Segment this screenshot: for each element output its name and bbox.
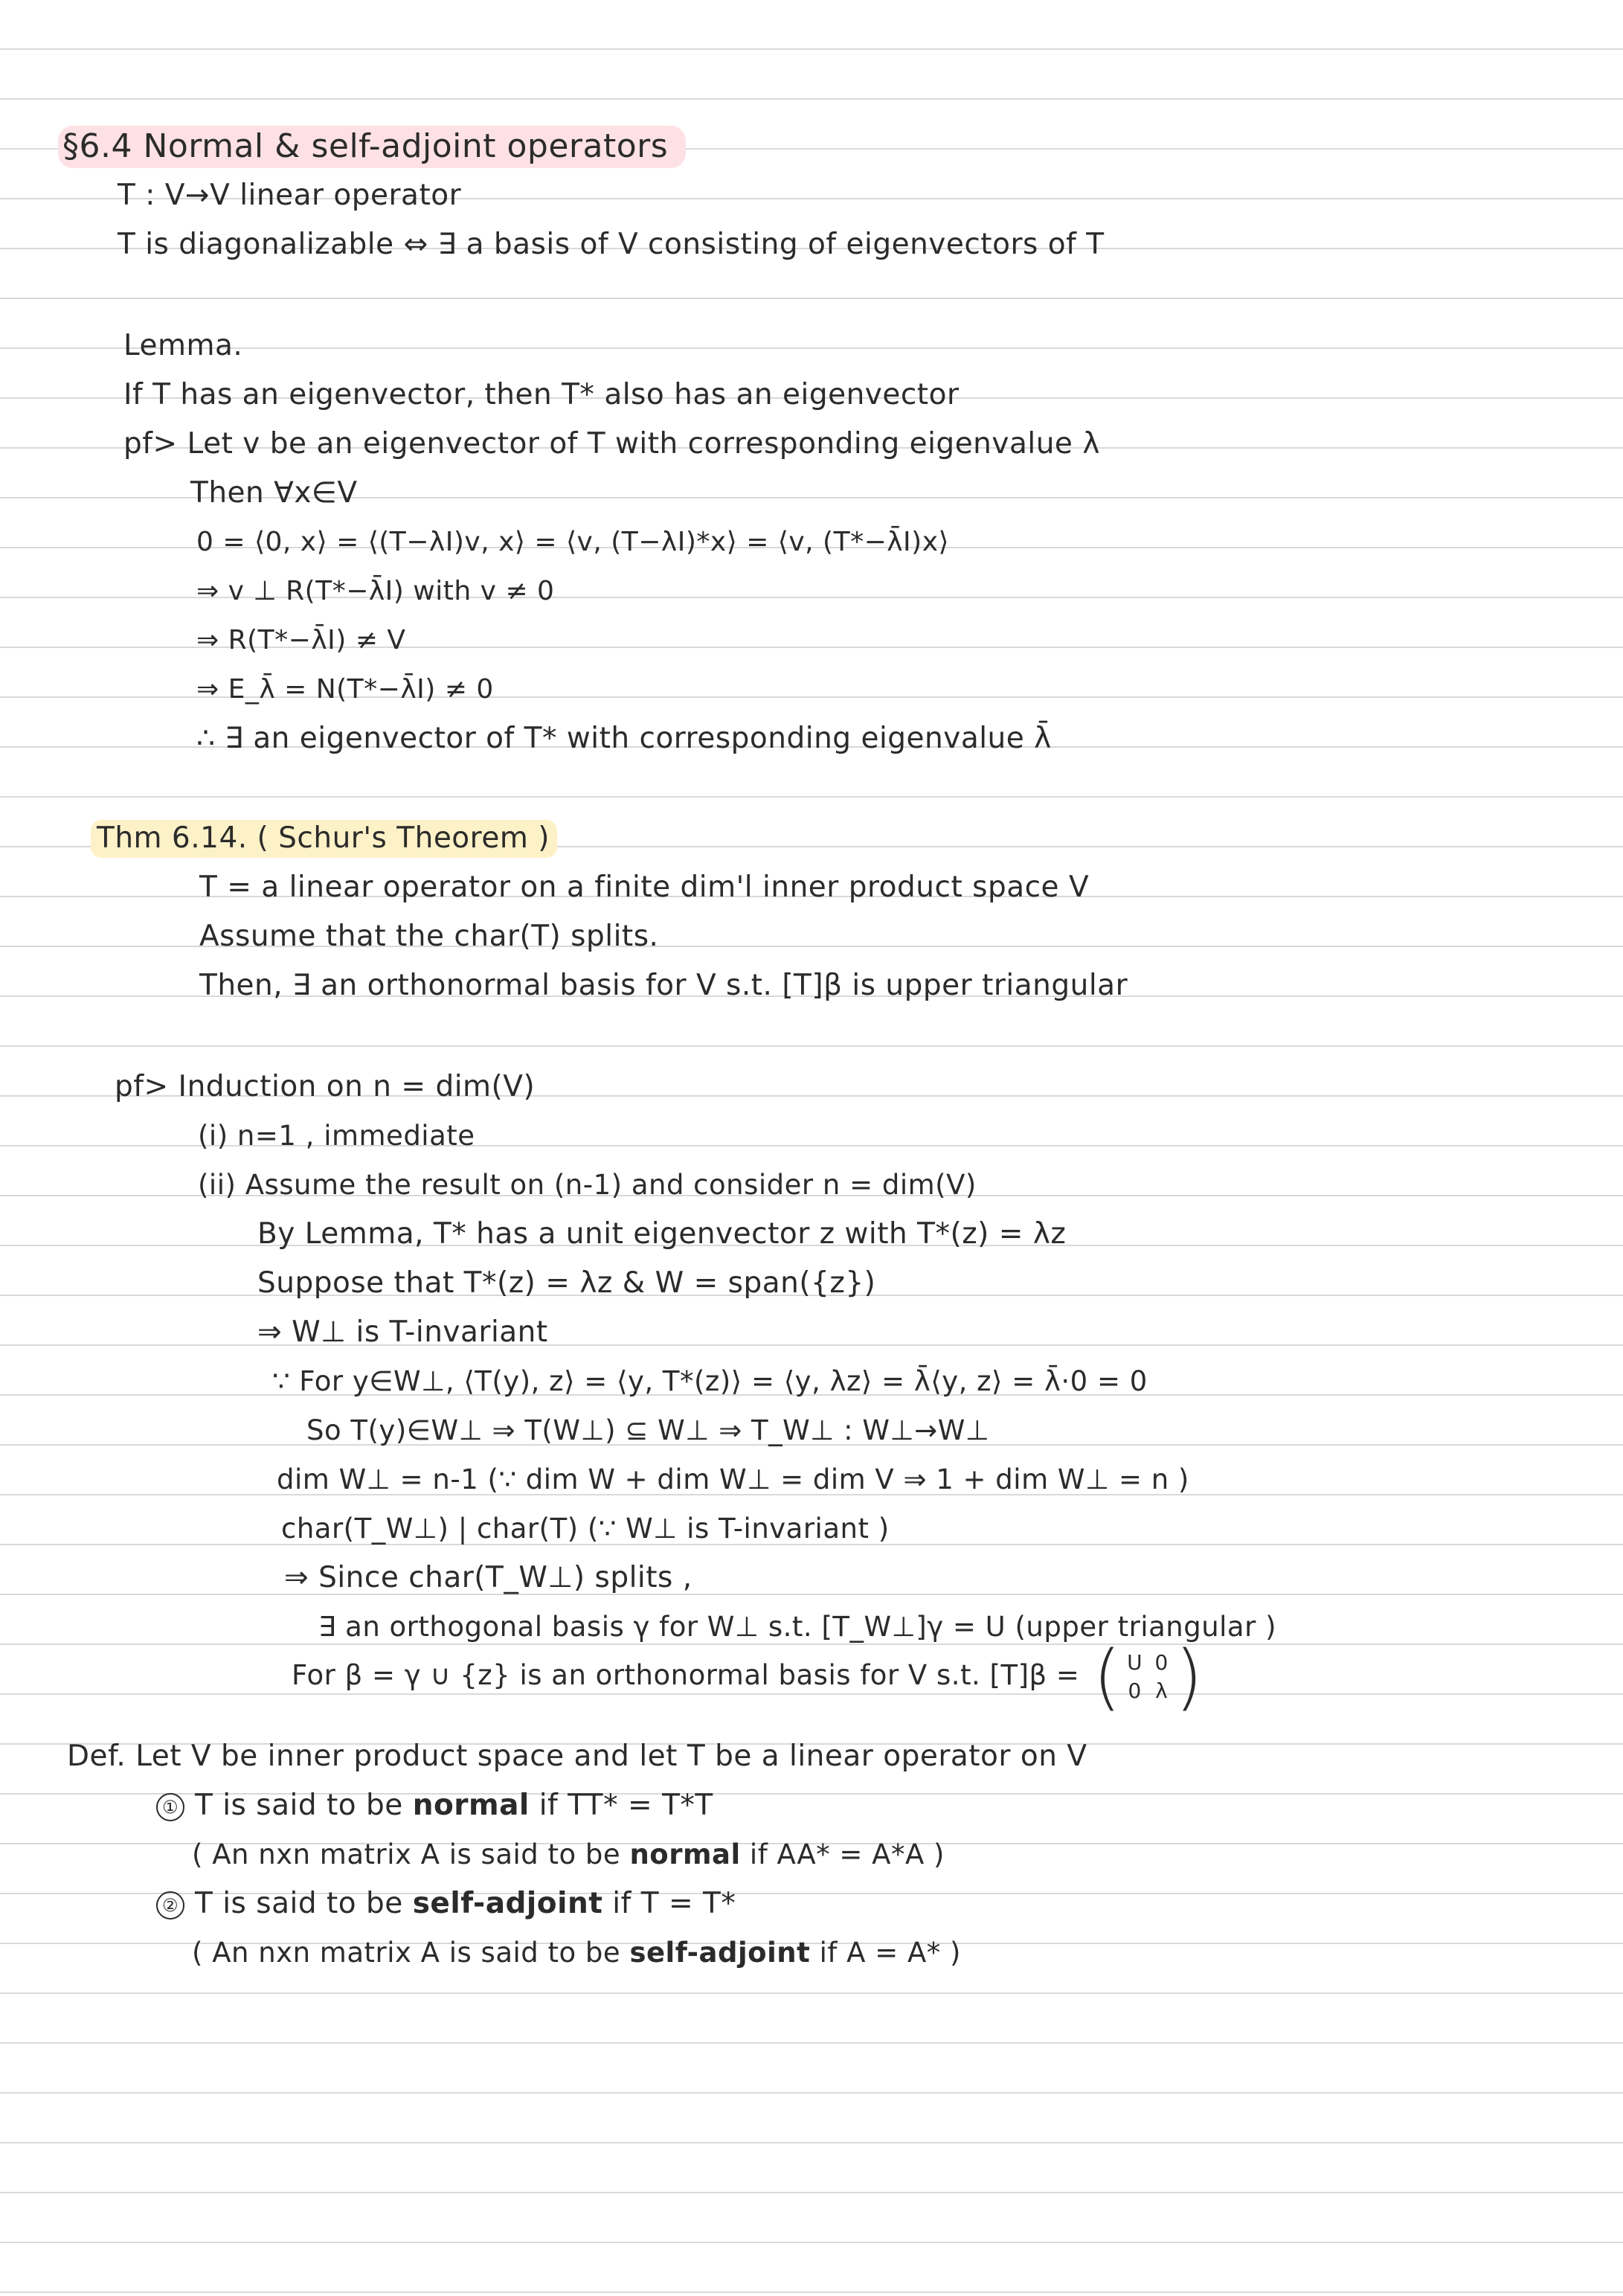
lemma-proof-line-4: ⇒ v ⊥ R(T*−λ̄I) with v ≠ 0 bbox=[196, 576, 555, 606]
definition-line-0: Def. Let V be inner product space and let T be a linear operator on V bbox=[67, 1739, 1087, 1773]
proof-line-7: ∵ For y∈W⊥, ⟨T(y), z⟩ = ⟨y, T*(z)⟩ = ⟨y, λz⟩ = λ̄⟨y, z⟩ = λ̄·0 = 0 bbox=[272, 1365, 1148, 1397]
lemma-proof-line-3: 0 = ⟨0, x⟩ = ⟨(T−λI)v, x⟩ = ⟨v, (T−λI)*x⟩ = ⟨v, (T*−λ̄I)x⟩ bbox=[196, 527, 950, 557]
proof-line-4: By Lemma, T* has a unit eigenvector z with T*(z) = λz bbox=[257, 1217, 1067, 1251]
proof-line-13: For β = γ ∪ {z} is an orthonormal basis for V s.t. [T]β = ( U 0 0 λ ) bbox=[292, 1640, 1203, 1713]
proof-line-11: ⇒ Since char(T_W⊥) splits , bbox=[284, 1561, 692, 1594]
proof-line-8: So T(y)∈W⊥ ⇒ T(W⊥) ⊆ W⊥ ⇒ T_W⊥ : W⊥→W⊥ bbox=[306, 1414, 990, 1446]
theorem-line-1: T = a linear operator on a finite dim'l inner product space V bbox=[199, 870, 1090, 904]
circled-one: ① bbox=[156, 1793, 184, 1821]
matrix-cell-0-top: 0 bbox=[1154, 1649, 1169, 1675]
theorem-line-3: Then, ∃ an orthonormal basis for V s.t. [T]β is upper triangular bbox=[199, 969, 1128, 1002]
theorem-heading: Thm 6.14. ( Schur's Theorem ) bbox=[91, 820, 557, 857]
proof-line-12: ∃ an orthogonal basis γ for W⊥ s.t. [T_W⊥]γ = U (upper triangular ) bbox=[318, 1611, 1277, 1643]
definition-item-1-matrix: ( An nxn matrix A is said to be normal if AA* = A*A ) bbox=[192, 1838, 945, 1870]
lemma-heading: Lemma. bbox=[123, 329, 243, 362]
proof-line-10: char(T_W⊥) | char(T) (∵ W⊥ is T-invariant ) bbox=[281, 1513, 890, 1545]
section-title: §6.4 Normal & self-adjoint operators bbox=[58, 128, 686, 165]
lemma-proof-line-6: ⇒ E_λ̄ = N(T*−λ̄I) ≠ 0 bbox=[196, 674, 494, 705]
definition-item-2: ② T is said to be self-adjoint if T = T* bbox=[156, 1885, 736, 1923]
proof-line-5: Suppose that T*(z) = λz & W = span({z}) bbox=[257, 1266, 876, 1300]
matrix-cell-lambda: λ bbox=[1155, 1678, 1169, 1703]
circled-two: ② bbox=[156, 1891, 184, 1920]
definition-item-1: ① T is said to be normal if TT* = T*T bbox=[156, 1787, 713, 1824]
proof-line-2: (i) n=1 , immediate bbox=[198, 1120, 475, 1152]
theorem-line-2: Assume that the char(T) splits. bbox=[199, 920, 659, 953]
definition-item-2-matrix: ( An nxn matrix A is said to be self-adjoint if A = A* ) bbox=[192, 1937, 961, 1969]
intro-line-2: T is diagonalizable ⇔ ∃ a basis of V consisting of eigenvectors of T bbox=[118, 228, 1105, 261]
proof-line-6: ⇒ W⊥ is T-invariant bbox=[257, 1315, 548, 1349]
proof-line-1: pf> Induction on n = dim(V) bbox=[115, 1070, 536, 1103]
proof-line-3: (ii) Assume the result on (n-1) and consider n = dim(V) bbox=[198, 1169, 977, 1201]
lemma-proof-line-7: ∴ ∃ an eigenvector of T* with corresponding eigenvalue λ̄ bbox=[196, 722, 1052, 755]
lemma-proof-line-1: pf> Let v be an eigenvector of T with corresponding eigenvalue λ bbox=[123, 427, 1100, 461]
lemma-statement: If T has an eigenvector, then T* also has an eigenvector bbox=[123, 378, 960, 411]
matrix-cell-0-bottom: 0 bbox=[1128, 1678, 1142, 1703]
lemma-proof-line-2: Then ∀x∈V bbox=[190, 476, 358, 510]
block-matrix: ( U 0 0 λ ) bbox=[1093, 1641, 1203, 1713]
proof-line-9: dim W⊥ = n-1 (∵ dim W + dim W⊥ = dim V ⇒ 1 + dim W⊥ = n ) bbox=[277, 1463, 1189, 1495]
intro-line-1: T : V→V linear operator bbox=[118, 179, 462, 212]
matrix-cell-u: U bbox=[1127, 1649, 1143, 1675]
lemma-proof-line-5: ⇒ R(T*−λ̄I) ≠ V bbox=[196, 625, 406, 655]
